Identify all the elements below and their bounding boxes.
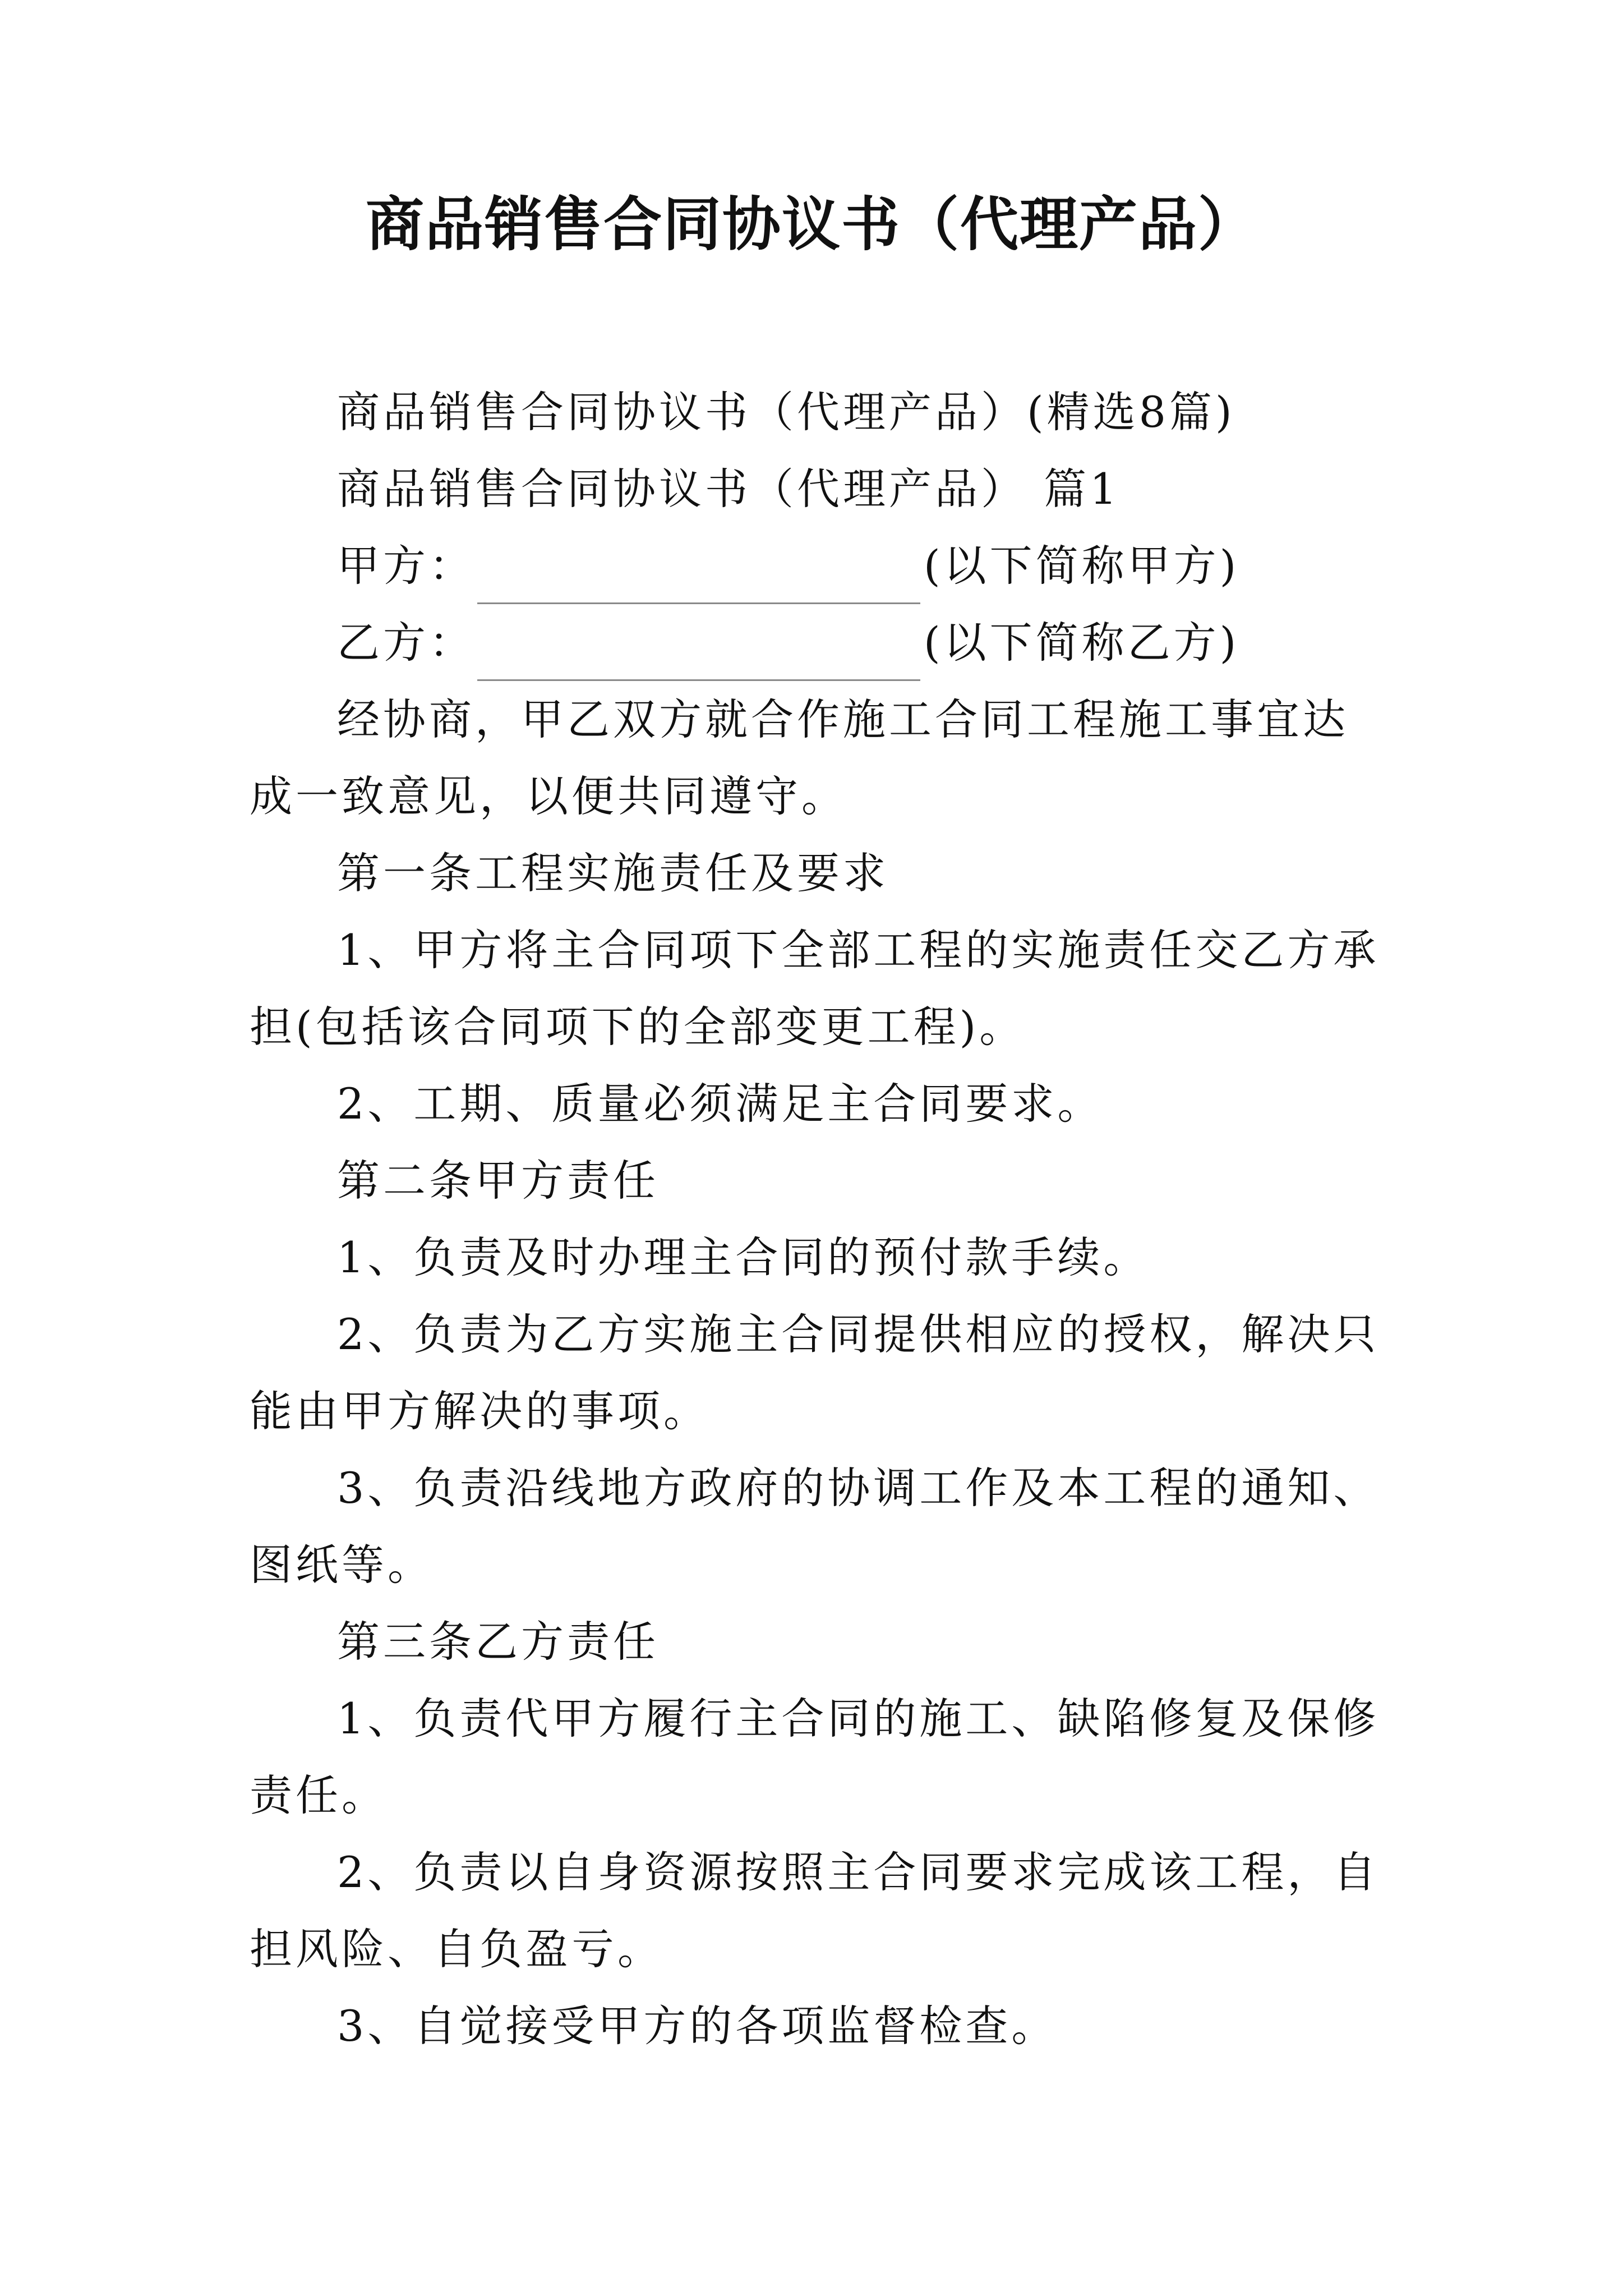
document-title: 商品销售合同协议书（代理产品）: [365, 190, 1257, 259]
party-a-label: 甲方：: [337, 541, 475, 591]
document-body: [250, 374, 1388, 2064]
article-3-item-2: 2、负责以自身资源按照主合同要求完成该工程，自担风险、自负盈亏。: [250, 1847, 1380, 1974]
subtitle-line: 商品销售合同协议书（代理产品）(精选8篇): [337, 387, 1235, 437]
article-3-heading: 第三条乙方责任: [337, 1617, 659, 1667]
article-1-heading: 第一条工程实施责任及要求: [337, 848, 889, 898]
article-2-item-1: 1、负责及时办理主合同的预付款手续。: [337, 1232, 1150, 1282]
article-2-item-2: 2、负责为乙方实施主合同提供相应的授权，解决只能由甲方解决的事项。: [250, 1309, 1380, 1436]
section-heading: 商品销售合同协议书（代理产品） 篇1: [337, 464, 1121, 514]
party-b-blank-field: [477, 631, 920, 681]
party-a-suffix: (以下简称甲方): [924, 541, 1240, 591]
article-2-item-3: 3、负责沿线地方政府的协调工作及本工程的通知、图纸等。: [250, 1463, 1380, 1590]
party-a-line: [250, 527, 1388, 604]
article-3-item-3: 3、自觉接受甲方的各项监督检查。: [337, 2001, 1058, 2051]
party-b-label: 乙方：: [337, 618, 475, 668]
article-1-item-2: 2、工期、质量必须满足主合同要求。: [337, 1079, 1104, 1129]
party-a-blank-field: [477, 554, 920, 604]
article-1-item-1: 1、甲方将主合同项下全部工程的实施责任交乙方承担(包括该合同项下的全部变更工程)。: [250, 925, 1380, 1052]
article-2-heading: 第二条甲方责任: [337, 1156, 659, 1205]
party-b-suffix: (以下简称乙方): [924, 618, 1240, 668]
paragraph-intro: 经协商，甲乙双方就合作施工合同工程施工事宜达成一致意见，以便共同遵守。: [250, 694, 1349, 821]
article-3-item-1: 1、负责代甲方履行主合同的施工、缺陷修复及保修责任。: [250, 1694, 1380, 1820]
party-b-line: [250, 604, 1388, 681]
